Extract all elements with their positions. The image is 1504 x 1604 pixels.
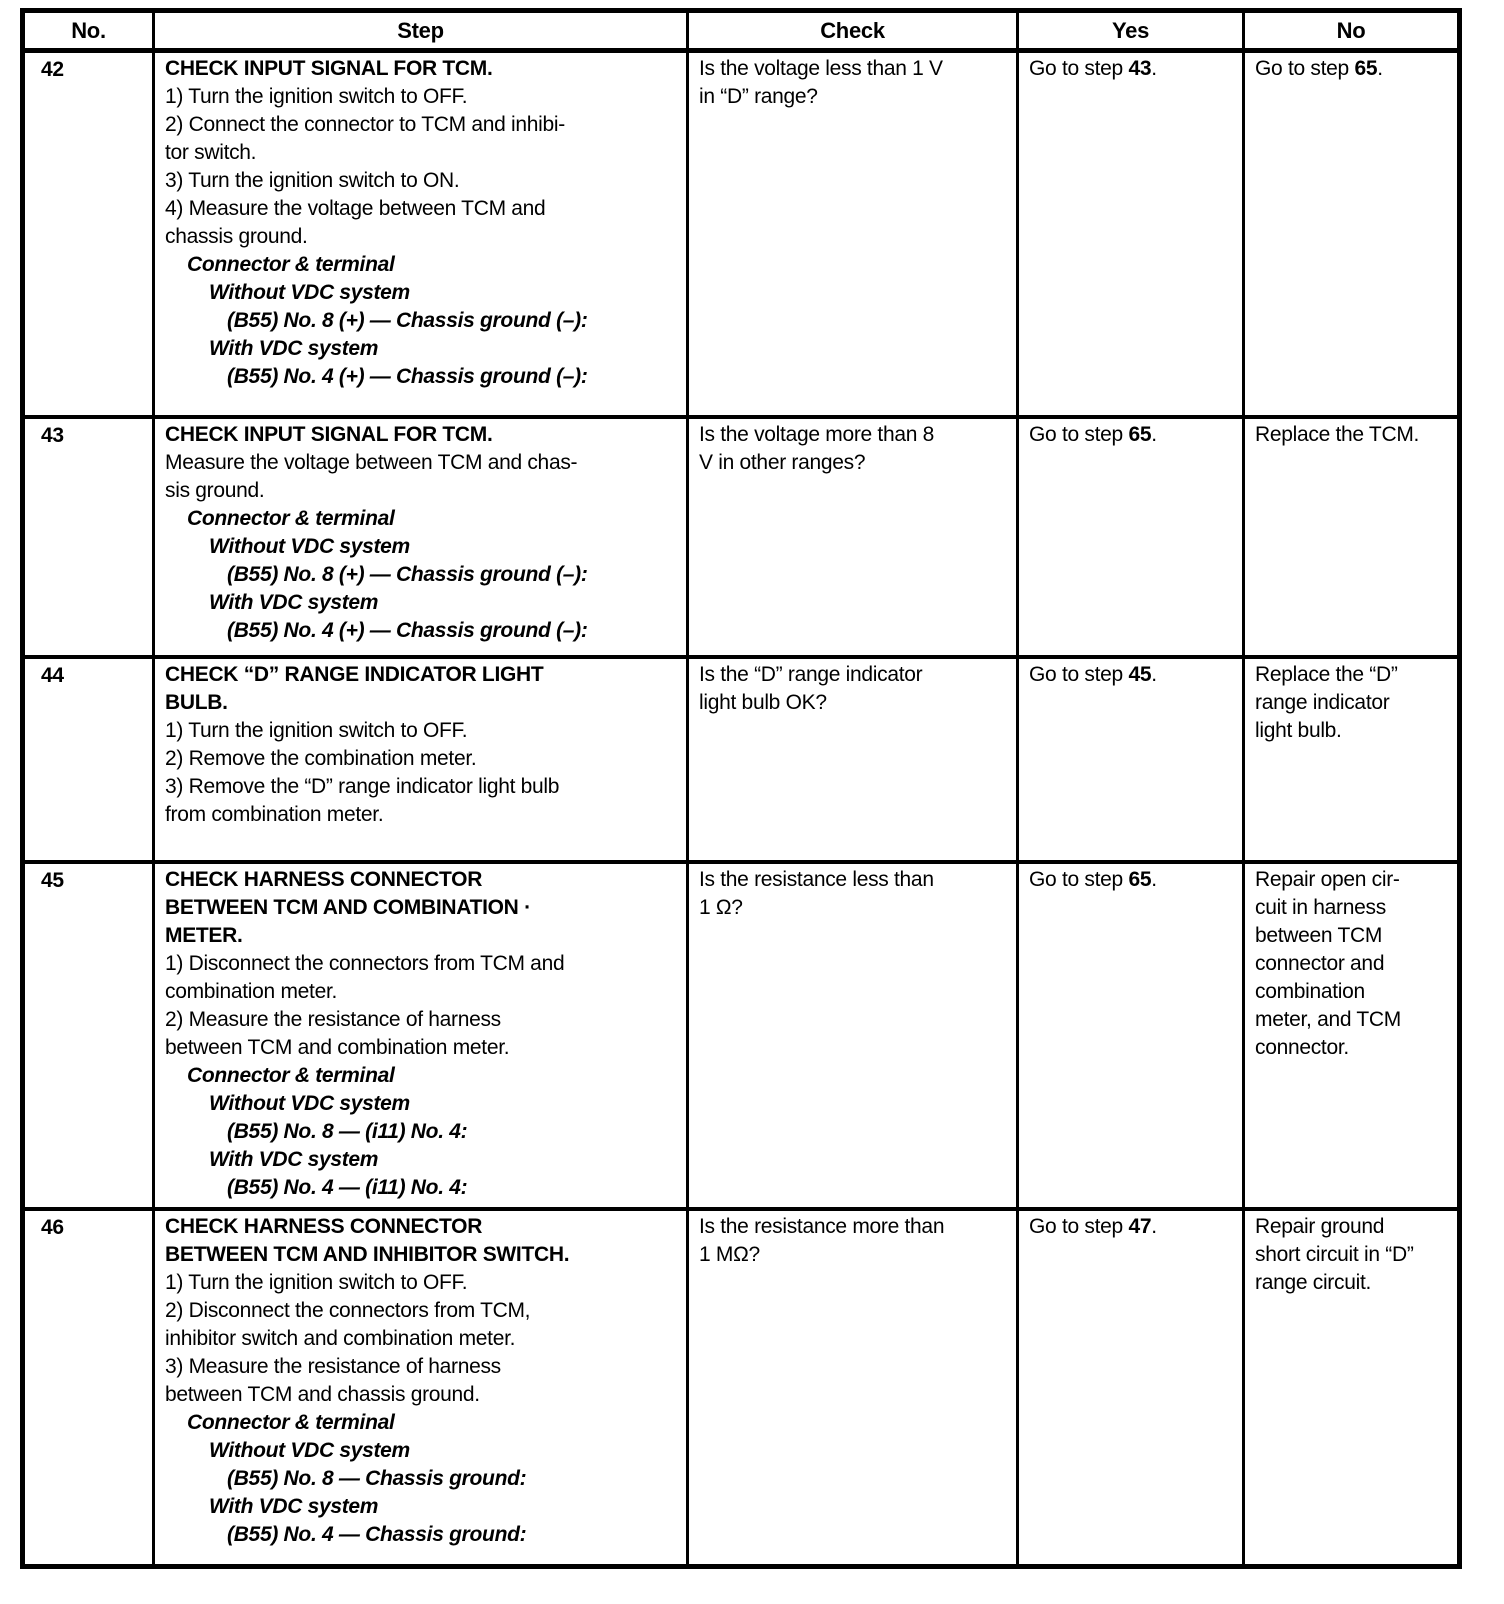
step-number-ref: 43 [1128,57,1152,80]
step-line: from combination meter. [165,803,384,826]
step-number: 46 [41,1216,64,1239]
check-cell [686,419,1016,655]
step-line: 3) Remove the “D” range indicator light bulb [165,775,560,798]
step-line: Without VDC system [209,535,410,558]
check-cell [686,53,1016,415]
table-header-row [25,13,1457,49]
step-number: 44 [41,664,64,687]
step-number-cell [25,53,152,415]
yes-line [1029,661,1236,689]
step-line: BETWEEN TCM AND COMBINATION · [165,896,531,919]
step-number: 45 [41,869,64,892]
step-line: (B55) No. 4 (+) — Chassis ground (–): [227,619,588,642]
no-line [1255,55,1451,83]
text-segment: . [1377,57,1383,80]
step-line: CHECK INPUT SIGNAL FOR TCM. [165,57,493,80]
diagnostic-table [20,8,1462,1569]
check-cell [686,864,1016,1207]
yes-cell [1016,864,1242,1207]
table-row-42 [25,49,1457,415]
step-line: (B55) No. 4 — (i11) No. 4: [227,1176,468,1199]
step-line: Without VDC system [209,281,410,304]
yes-cell [1016,53,1242,415]
text-segment: short circuit in “D” [1255,1243,1414,1266]
step-line: 3) Measure the resistance of harness [165,1355,501,1378]
step-line: BETWEEN TCM AND INHIBITOR SWITCH. [165,1243,570,1266]
check-cell [686,659,1016,860]
text-segment: Go to step [1029,868,1129,891]
no-cell-action [1242,419,1457,655]
check-line: 1 Ω? [699,896,743,919]
check-cell [686,1211,1016,1564]
step-line: tor switch. [165,141,257,164]
no-line [1255,978,1451,1006]
step-line: With VDC system [209,591,379,614]
no-cell-action [1242,53,1457,415]
no-line [1255,1269,1451,1297]
text-segment: combination [1255,980,1365,1003]
check-line: Is the resistance less than [699,868,934,891]
table-row-43 [25,415,1457,655]
column-header-yes: Yes [1016,13,1242,48]
check-line: Is the voltage less than 1 V [699,57,943,80]
text-segment: Go to step [1255,57,1355,80]
column-header-step: Step [152,13,686,48]
step-line: CHECK “D” RANGE INDICATOR LIGHT [165,663,544,686]
no-cell-action [1242,659,1457,860]
check-line: 1 MΩ? [699,1243,760,1266]
step-number-ref: 65 [1354,57,1378,80]
step-line: METER. [165,924,243,947]
text-segment: connector. [1255,1036,1349,1059]
check-line: light bulb OK? [699,691,827,714]
yes-line [1029,55,1236,83]
text-segment: . [1151,1215,1157,1238]
step-line: Connector & terminal [187,507,395,530]
step-line: With VDC system [209,1495,379,1518]
text-segment: Repair open cir- [1255,868,1400,891]
step-line: 2) Disconnect the connectors from TCM, [165,1299,531,1322]
column-header-noCol: No [1242,13,1457,48]
no-line [1255,689,1451,717]
step-number-cell [25,864,152,1207]
step-line: CHECK INPUT SIGNAL FOR TCM. [165,423,493,446]
step-line: chassis ground. [165,225,308,248]
step-line: combination meter. [165,980,338,1003]
step-line: CHECK HARNESS CONNECTOR [165,1215,483,1238]
step-number-cell [25,419,152,655]
step-line: (B55) No. 8 — (i11) No. 4: [227,1120,468,1143]
step-line: 1) Turn the ignition switch to OFF. [165,1271,468,1294]
table-row-46 [25,1207,1457,1564]
step-line: With VDC system [209,337,379,360]
no-line [1255,922,1451,950]
no-line [1255,717,1451,745]
no-line [1255,894,1451,922]
no-cell-action [1242,864,1457,1207]
text-segment: . [1151,868,1157,891]
check-line: in “D” range? [699,85,818,108]
step-line: (B55) No. 8 (+) — Chassis ground (–): [227,563,588,586]
step-cell [152,659,686,860]
text-segment: between TCM [1255,924,1383,947]
text-segment: range indicator [1255,691,1390,714]
step-line: 2) Connect the connector to TCM and inhibi- [165,113,565,136]
step-cell [152,419,686,655]
step-number-ref: 47 [1128,1215,1152,1238]
step-line: Connector & terminal [187,253,395,276]
text-segment: . [1151,423,1157,446]
check-line: Is the resistance more than [699,1215,945,1238]
text-segment: Go to step [1029,663,1129,686]
step-line: 1) Turn the ignition switch to OFF. [165,85,468,108]
check-line: V in other ranges? [699,451,866,474]
no-line [1255,421,1451,449]
step-number-ref: 45 [1128,663,1152,686]
text-segment: range circuit. [1255,1271,1372,1294]
text-segment: . [1151,663,1157,686]
step-line: (B55) No. 4 — Chassis ground: [227,1523,527,1546]
check-line: Is the voltage more than 8 [699,423,935,446]
step-line: (B55) No. 8 — Chassis ground: [227,1467,527,1490]
step-line: (B55) No. 8 (+) — Chassis ground (–): [227,309,588,332]
step-line: 4) Measure the voltage between TCM and [165,197,546,220]
yes-line [1029,866,1236,894]
step-line: With VDC system [209,1148,379,1171]
step-line: 3) Turn the ignition switch to ON. [165,169,460,192]
step-line: Connector & terminal [187,1411,395,1434]
table-row-44 [25,655,1457,860]
no-line [1255,950,1451,978]
text-segment: Replace the “D” [1255,663,1398,686]
table-row-45 [25,860,1457,1207]
text-segment: Replace the TCM. [1255,423,1420,446]
text-segment: Go to step [1029,57,1129,80]
column-header-check: Check [686,13,1016,48]
yes-line [1029,1213,1236,1241]
step-number-ref: 65 [1128,423,1152,446]
step-line: 1) Turn the ignition switch to OFF. [165,719,468,742]
no-line [1255,1241,1451,1269]
step-line: Measure the voltage between TCM and chas- [165,451,578,474]
no-line [1255,661,1451,689]
no-cell-action [1242,1211,1457,1564]
step-line: between TCM and chassis ground. [165,1383,480,1406]
text-segment: cuit in harness [1255,896,1386,919]
yes-line [1029,421,1236,449]
step-line: (B55) No. 4 (+) — Chassis ground (–): [227,365,588,388]
check-line: Is the “D” range indicator [699,663,923,686]
step-line: 2) Measure the resistance of harness [165,1008,501,1031]
text-segment: Go to step [1029,423,1129,446]
step-line: between TCM and combination meter. [165,1036,510,1059]
step-line: inhibitor switch and combination meter. [165,1327,516,1350]
step-number: 43 [41,424,64,447]
step-cell [152,53,686,415]
text-segment: meter, and TCM [1255,1008,1401,1031]
no-line [1255,866,1451,894]
step-line: CHECK HARNESS CONNECTOR [165,868,483,891]
step-line: sis ground. [165,479,265,502]
step-line: 1) Disconnect the connectors from TCM and [165,952,565,975]
step-cell [152,1211,686,1564]
text-segment: connector and [1255,952,1385,975]
yes-cell [1016,1211,1242,1564]
yes-cell [1016,659,1242,860]
text-segment: . [1151,57,1157,80]
step-number-cell [25,1211,152,1564]
step-line: Connector & terminal [187,1064,395,1087]
no-line [1255,1006,1451,1034]
step-cell [152,864,686,1207]
column-header-no: No. [71,17,106,43]
text-segment: Go to step [1029,1215,1129,1238]
step-line: BULB. [165,691,228,714]
step-line: Without VDC system [209,1092,410,1115]
step-line: Without VDC system [209,1439,410,1462]
no-line [1255,1034,1451,1062]
step-number-ref: 65 [1128,868,1152,891]
step-number-cell [25,659,152,860]
no-line [1255,1213,1451,1241]
step-line: 2) Remove the combination meter. [165,747,477,770]
yes-cell [1016,419,1242,655]
text-segment: light bulb. [1255,719,1342,742]
text-segment: Repair ground [1255,1215,1385,1238]
step-number: 42 [41,58,64,81]
